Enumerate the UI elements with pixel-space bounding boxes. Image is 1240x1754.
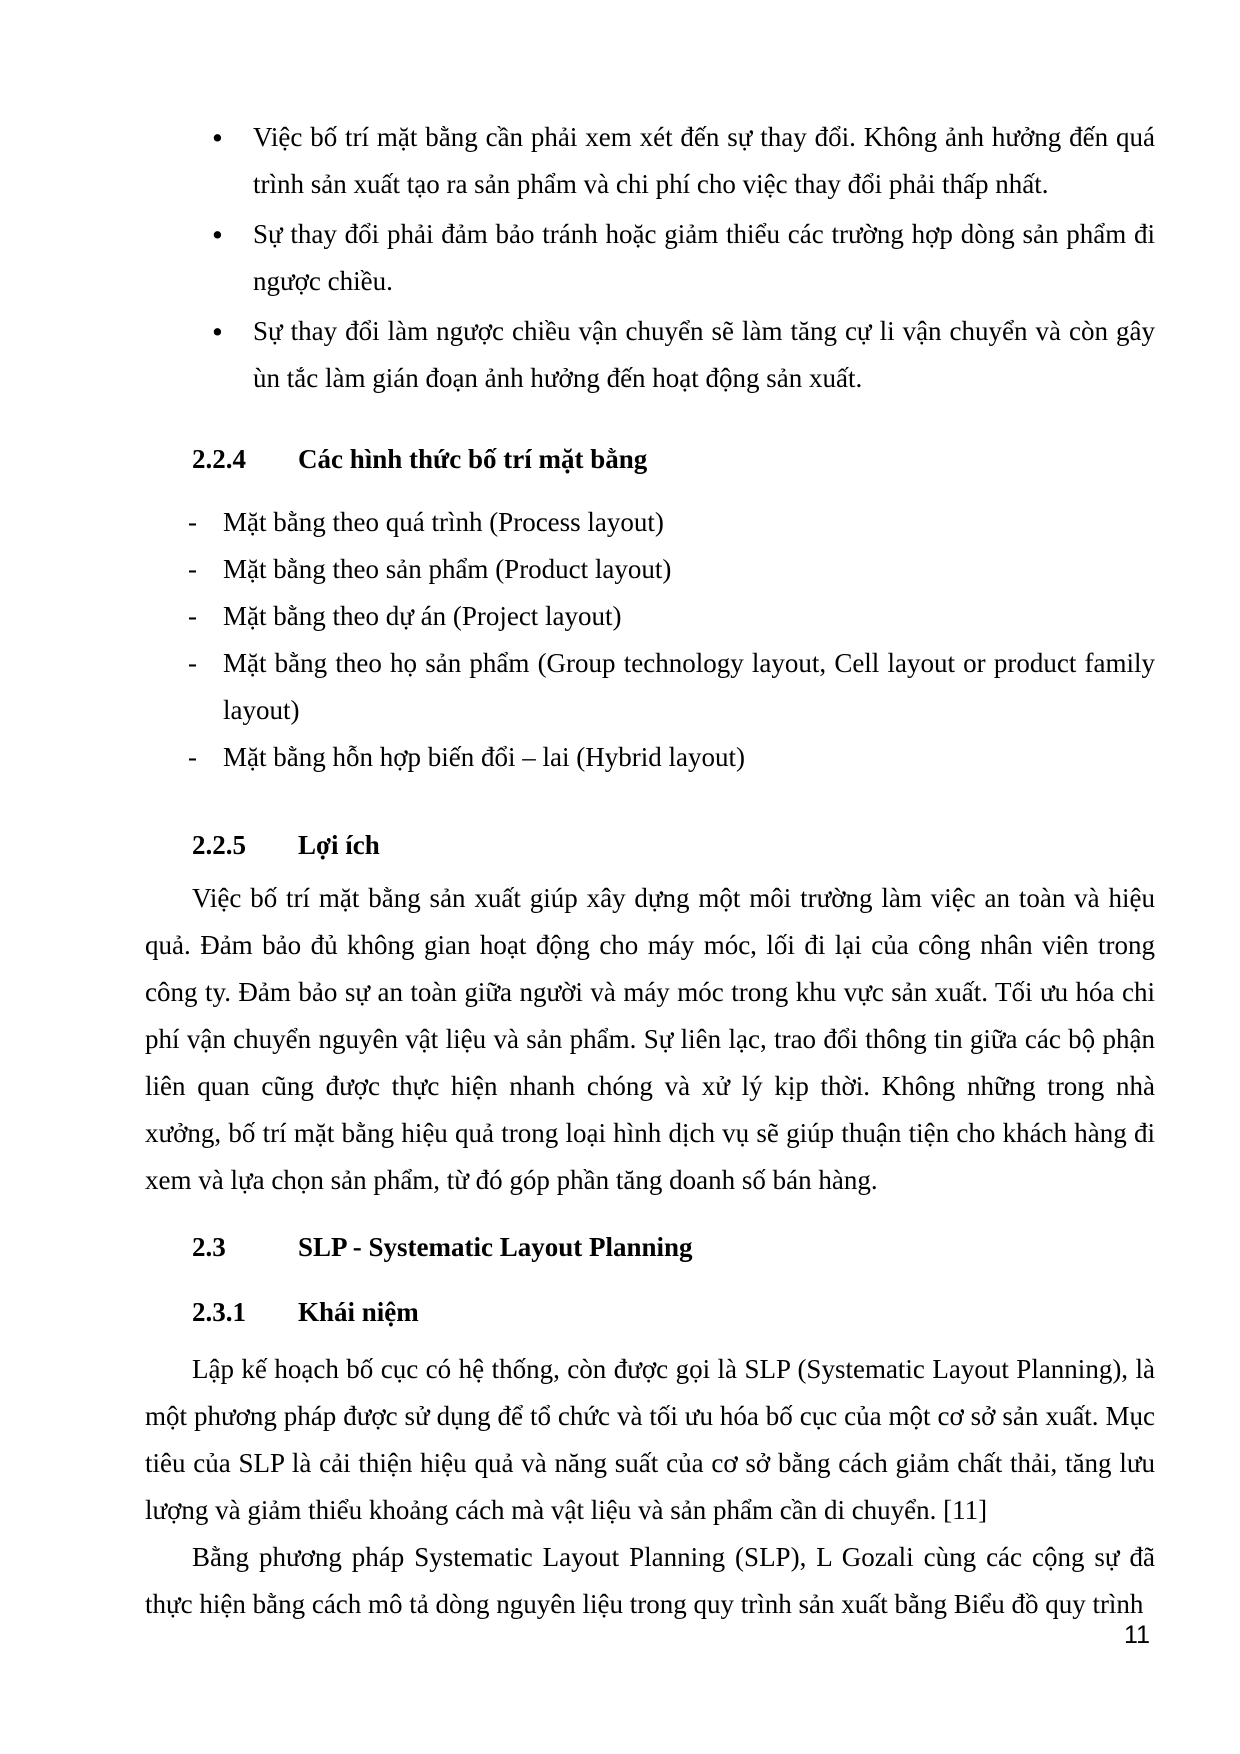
bullet-icon: • [212, 217, 223, 252]
list-item [145, 211, 1155, 305]
section-heading-2-3 [192, 1224, 1155, 1271]
dash-item-text: Mặt bằng hỗn hợp biến đổi – lai (Hybrid layout) [223, 742, 745, 772]
page-content [145, 114, 1155, 1628]
heading-number: 2.2.4 [192, 444, 246, 474]
dash-icon: - [188, 554, 197, 584]
heading-title: SLP - Systematic Layout Planning [298, 1232, 693, 1262]
bullet-icon: • [212, 314, 223, 349]
dash-item-text: Mặt bằng theo sản phẩm (Product layout) [223, 554, 672, 584]
section-heading-2-2-4 [192, 436, 1155, 483]
section-heading-2-3-1 [192, 1289, 1155, 1336]
dash-icon: - [188, 507, 197, 537]
heading-number: 2.2.5 [192, 830, 246, 860]
dash-item-text: Mặt bằng theo họ sản phẩm (Group technology layout, Cell layout or product family layout) [223, 648, 1155, 725]
heading-title: Khái niệm [298, 1297, 419, 1327]
list-item [145, 546, 1155, 593]
bullet-item-text: Sự thay đổi phải đảm bảo tránh hoặc giảm thiểu các trường hợp dòng sản phẩm đi ngược chiều. [253, 219, 1155, 296]
list-item [145, 640, 1155, 734]
heading-title: Lợi ích [298, 830, 380, 860]
list-item [145, 499, 1155, 546]
heading-title: Các hình thức bố trí mặt bằng [298, 444, 648, 474]
list-item [145, 114, 1155, 208]
bullet-item-text: Việc bố trí mặt bằng cần phải xem xét đến sự thay đổi. Không ảnh hưởng đến quá trình sản xuất tạo ra sản phẩm và chi phí cho việc thay đổi phải thấp nhất. [253, 122, 1155, 199]
paragraph-slp-concept: Lập kế hoạch bố cục có hệ thống, còn được gọi là SLP (Systematic Layout Planning), là một phương pháp được sử dụng để tổ chức và tối ưu hóa bố cục của một cơ sở sản xuất. Mục tiêu của SLP là cải thiện hiệu quả và năng suất của cơ sở bằng cách giảm chất thải, tăng lưu lượng và giảm thiểu khoảng cách mà vật liệu và sản phẩm cần di chuyển. [11] [145, 1354, 1155, 1525]
bullet-icon: • [212, 120, 223, 155]
paragraph-benefits: Việc bố trí mặt bằng sản xuất giúp xây dựng một môi trường làm việc an toàn và hiệu quả. Đảm bảo đủ không gian hoạt động cho máy móc, lối đi lại của công nhân viên trong công ty. Đảm bảo sự an toàn giữa người và máy móc trong khu vực sản xuất. Tối ưu hóa chi phí vận chuyển nguyên vật liệu và sản phẩm. Sự liên lạc, trao đổi thông tin giữa các bộ phận liên quan cũng được thực hiện nhanh chóng và xử lý kịp thời. Không những trong nhà xưởng, bố trí mặt bằng hiệu quả trong loại hình dịch vụ sẽ giúp thuận tiện cho khách hàng đi xem và lựa chọn sản phẩm, từ đó góp phần tăng doanh số bán hàng. [145, 883, 1155, 1195]
dash-icon: - [188, 601, 197, 631]
bullet-item-text: Sự thay đổi làm ngược chiều vận chuyển sẽ làm tăng cự li vận chuyển và còn gây ùn tắc làm gián đoạn ảnh hưởng đến hoạt động sản xuất. [253, 316, 1155, 393]
dash-item-text: Mặt bằng theo quá trình (Process layout) [223, 507, 664, 537]
section-heading-2-2-5 [192, 822, 1155, 869]
dash-item-text: Mặt bằng theo dự án (Project layout) [223, 601, 622, 631]
list-item [145, 308, 1155, 402]
bullet-list [145, 114, 1155, 402]
heading-number: 2.3 [192, 1232, 226, 1262]
page-number: 11 [1124, 1621, 1150, 1649]
heading-number: 2.3.1 [192, 1297, 246, 1327]
dash-list [145, 499, 1155, 781]
list-item [145, 593, 1155, 640]
paragraph-slp-gozali: Bằng phương pháp Systematic Layout Planning (SLP), L Gozali cùng các cộng sự đã thực hiện bằng cách mô tả dòng nguyên liệu trong quy trình sản xuất bằng Biểu đồ quy trình [145, 1542, 1155, 1619]
dash-icon: - [188, 742, 197, 772]
dash-icon: - [188, 648, 197, 678]
list-item [145, 734, 1155, 781]
